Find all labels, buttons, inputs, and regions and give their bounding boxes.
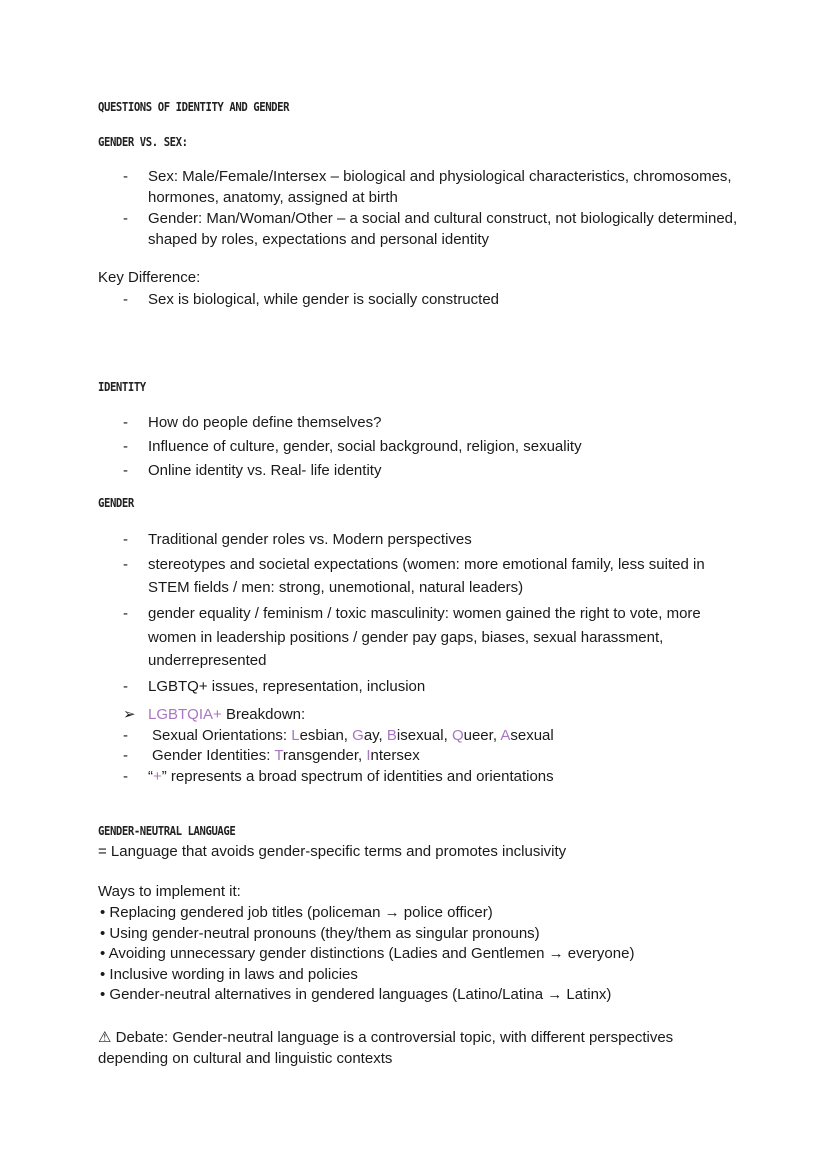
list-item: • Avoiding unnecessary gender distinctions (Ladies and Gentlemen → everyone) — [100, 945, 635, 962]
plus-note: - “+” represents a broad spectrum of identities and orientations — [123, 767, 554, 785]
list-item: - Online identity vs. Real- life identity — [123, 462, 382, 479]
list-item: • Inclusive wording in laws and policies — [100, 965, 358, 983]
term-rest: sexual — [510, 726, 554, 744]
orientations: - Sexual Orientations: Lesbian, Gay, Bisexual, Queer, Asexual — [123, 726, 554, 744]
initial-letter: I — [366, 747, 371, 764]
term-rest: ueer — [463, 726, 493, 744]
item-text: Sex is biological, while gender is socially constructed — [148, 291, 500, 308]
item-text: gender equality / feminism / toxic masculinity: women gained the right to vote, more women in leadership positions / gender pay gaps, biases, sexual harassment, underrepresented — [148, 605, 701, 669]
gender-vs-sex-list — [98, 166, 758, 250]
initial-letter: G — [352, 726, 364, 744]
list-item: - LGBTQ+ issues, representation, inclusion — [123, 677, 426, 695]
debate-text: Debate: Gender-neutral language is a controversial topic, with different perspectives depending on cultural and linguistic contexts — [98, 1029, 674, 1067]
note-text: ” represents a broad spectrum of identities and orientations — [161, 767, 554, 785]
list-item: • Gender-neutral alternatives in gendered languages (Latino/Latina → Latinx) — [100, 986, 612, 1003]
section-heading: GENDER VS. SEX: — [98, 134, 188, 149]
ways-list — [98, 903, 758, 1006]
page-title: QUESTIONS OF IDENTITY AND GENDER — [98, 99, 290, 114]
item-text: Traditional gender roles vs. Modern perspectives — [148, 531, 472, 548]
section-heading: GENDER-NEUTRAL LANGUAGE — [98, 823, 236, 838]
list-item: - Sex is biological, while gender is socially constructed — [123, 291, 500, 308]
initial-letter: T — [274, 747, 283, 764]
term-rest: ay — [363, 726, 379, 744]
arrow-bullet-icon: ➢ — [123, 706, 136, 723]
initial-letter: A — [500, 726, 511, 744]
item-text: Using gender-neutral pronouns (they/them as singular pronouns) — [109, 924, 540, 942]
list-item: • Replacing gendered job titles (policeman → police officer) — [100, 904, 493, 921]
label: Sexual Orientations: — [152, 726, 292, 744]
term-rest: ransgender — [282, 747, 358, 764]
initial-letter: L — [291, 726, 300, 744]
list-item: - Influence of culture, gender, social background, religion, sexuality — [123, 438, 582, 455]
item-text: Online identity vs. Real- life identity — [148, 462, 382, 479]
list-item: - How do people define themselves? — [123, 414, 382, 431]
term-rest: isexual — [396, 726, 444, 744]
initial-letter: B — [386, 726, 397, 744]
identity-list — [98, 412, 758, 484]
key-difference-label: Key Difference: — [98, 269, 201, 286]
list-item: - stereotypes and societal expectations (women: more emotional family, less suited in STEM fields / men: strong, unemotional, natural leaders) — [123, 556, 705, 596]
label: Gender Identities: — [152, 747, 275, 764]
acronym: LGBTQIA+ — [148, 706, 222, 723]
definition: = Language that avoids gender-specific terms and promotes inclusivity — [98, 843, 567, 860]
item-text: stereotypes and societal expectations (women: more emotional family, less suited in STEM fields / men: strong, unemotional, natural leaders) — [148, 556, 705, 596]
item-text: Avoiding unnecessary gender distinctions (Ladies and Gentlemen → everyone) — [108, 945, 635, 962]
list-item: - gender equality / feminism / toxic masculinity: women gained the right to vote, more women in leadership positions / gender pay gaps, biases, sexual harassment, underrepresented — [123, 605, 701, 669]
item-text: LGBTQ+ issues, representation, inclusion — [148, 677, 426, 695]
item-text: Sex: Male/Female/Intersex – biological and physiological characteristics, chromosomes, hormones, anatomy, assigned at birth — [148, 168, 732, 206]
gender-list — [98, 529, 718, 700]
list-item: - Sex: Male/Female/Intersex – biological and physiological characteristics, chromosomes, hormones, anatomy, assigned at birth — [123, 168, 732, 206]
section-heading: IDENTITY — [98, 379, 146, 394]
term-rest: esbian — [299, 726, 344, 744]
item-text: Inclusive wording in laws and policies — [109, 965, 358, 983]
label: Breakdown: — [221, 706, 306, 723]
warning-icon: ⚠ — [98, 1029, 112, 1046]
section-heading: GENDER — [98, 495, 134, 510]
list-item: • Using gender-neutral pronouns (they/them as singular pronouns) — [100, 924, 540, 942]
quote: “ — [148, 767, 153, 785]
item-text: Replacing gendered job titles (policeman → police officer) — [109, 904, 493, 921]
debate-note — [98, 1028, 738, 1069]
breakdown-heading — [98, 705, 758, 726]
item-text: Gender-neutral alternatives in gendered languages (Latino/Latina → Latinx) — [109, 986, 612, 1003]
initial-letter: Q — [451, 726, 464, 744]
ways-label: Ways to implement it: — [98, 883, 241, 900]
item-text: Gender: Man/Woman/Other – a social and cultural construct, not biologically determined, shaped by roles, expectations and personal identity — [148, 210, 738, 248]
plus: + — [153, 767, 162, 785]
lgbtqia-breakdown — [98, 705, 758, 787]
list-item: - Traditional gender roles vs. Modern perspectives — [123, 531, 472, 548]
term-rest: ntersex — [370, 747, 420, 764]
list-item: - Gender: Man/Woman/Other – a social and cultural construct, not biologically determined, shaped by roles, expectations and personal identity — [123, 210, 738, 248]
item-text: How do people define themselves? — [148, 414, 382, 431]
identities: - Gender Identities: Transgender, Intersex — [123, 747, 420, 764]
item-text: Influence of culture, gender, social background, religion, sexuality — [148, 438, 582, 455]
